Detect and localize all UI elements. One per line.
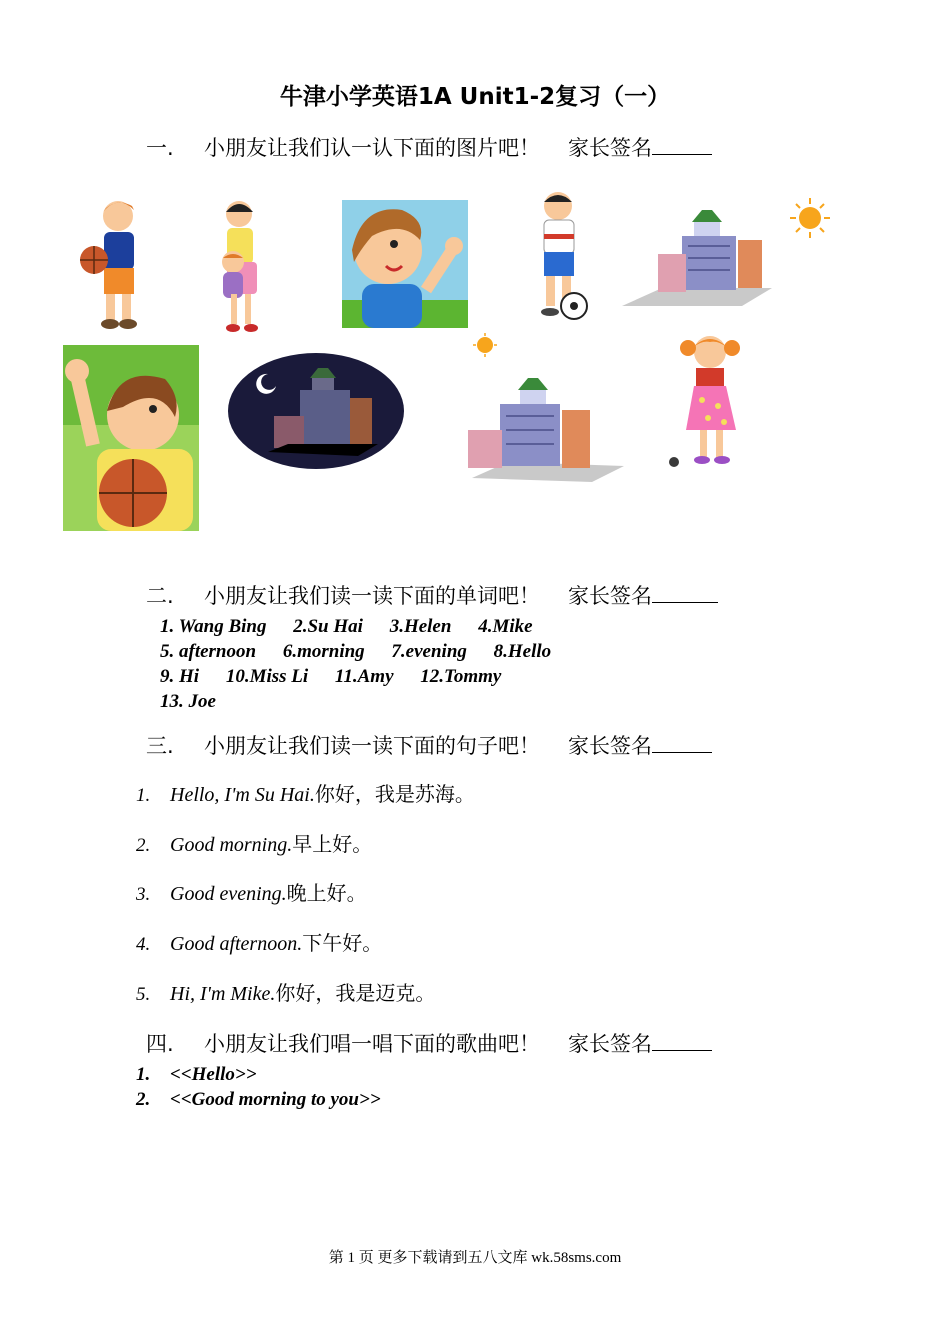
building-night-picture xyxy=(228,352,404,470)
girl-yoyo-picture xyxy=(664,326,754,474)
song-item xyxy=(136,1064,257,1086)
sentence-item xyxy=(136,877,367,906)
section-4-heading xyxy=(146,1028,712,1058)
word-item: 12.Tommy xyxy=(420,666,502,687)
signature-blank[interactable] xyxy=(652,732,712,753)
section-3-heading xyxy=(146,730,712,760)
section-number: 二. xyxy=(146,584,174,608)
sentence-chinese: 你好，我是苏海。 xyxy=(314,782,475,806)
word-item: 3.Helen xyxy=(389,616,452,637)
sentence-english: Hi, I'm Mike. xyxy=(170,983,276,1005)
parent-signature-label: 家长签名 xyxy=(568,136,652,160)
section-instruction: 小朋友让我们唱一唱下面的歌曲吧！ xyxy=(204,1032,540,1056)
boy-waving-basketball-picture xyxy=(63,345,199,531)
sentence-english: Good afternoon. xyxy=(170,933,303,955)
song-number: 2. xyxy=(136,1089,151,1110)
word-row xyxy=(160,689,573,714)
parent-signature-label: 家长签名 xyxy=(568,734,652,758)
word-item: 13. Joe xyxy=(160,691,216,712)
song-item xyxy=(136,1089,381,1111)
word-item: 5. afternoon xyxy=(160,641,257,662)
word-item: 9. Hi xyxy=(160,666,200,687)
sentence-item xyxy=(136,778,475,807)
section-2-heading xyxy=(146,580,718,610)
signature-blank[interactable] xyxy=(652,134,712,155)
section-instruction: 小朋友让我们读一读下面的单词吧！ xyxy=(204,584,540,608)
page-title: 牛津小学英语1A Unit1-2复习（一） xyxy=(279,84,671,110)
sentence-number: 2. xyxy=(136,835,151,856)
building-afternoon-picture xyxy=(468,370,624,482)
sun-icon xyxy=(788,196,832,240)
parent-signature-label: 家长签名 xyxy=(568,1032,652,1056)
word-row xyxy=(160,664,573,689)
word-item: 10.Miss Li xyxy=(225,666,309,687)
sentence-item xyxy=(136,977,435,1006)
word-item: 2.Su Hai xyxy=(293,616,363,637)
song-title: <<Good morning to you>> xyxy=(170,1089,381,1110)
sentence-chinese: 晚上好。 xyxy=(286,881,367,905)
boy-football-picture xyxy=(530,188,594,324)
song-number: 1. xyxy=(136,1064,151,1085)
sentence-number: 3. xyxy=(136,884,151,905)
word-item: 1. Wang Bing xyxy=(160,616,267,637)
word-item: 8.Hello xyxy=(493,641,552,662)
parent-signature-label: 家长签名 xyxy=(568,584,652,608)
section-number: 四. xyxy=(146,1032,174,1056)
word-item: 7.evening xyxy=(391,641,467,662)
sentence-number: 5. xyxy=(136,984,151,1005)
sentence-item xyxy=(136,927,382,956)
sentence-english: Hello, I'm Su Hai. xyxy=(170,784,315,806)
sentence-english: Good morning. xyxy=(170,834,293,856)
section-number: 一. xyxy=(146,136,174,160)
section-1-heading xyxy=(146,132,712,162)
sentence-chinese: 早上好。 xyxy=(292,832,373,856)
word-row xyxy=(160,614,573,639)
sentence-chinese: 你好，我是迈克。 xyxy=(275,981,436,1005)
word-item: 6.morning xyxy=(282,641,365,662)
mother-daughter-picture xyxy=(205,196,275,338)
section-instruction: 小朋友让我们认一认下面的图片吧！ xyxy=(204,136,540,160)
sentence-item xyxy=(136,828,372,857)
sentence-english: Good evening. xyxy=(170,883,287,905)
word-row xyxy=(160,639,573,664)
word-item: 4.Mike xyxy=(478,616,533,637)
sentence-chinese: 下午好。 xyxy=(302,931,383,955)
building-day-picture xyxy=(622,196,772,308)
sentence-number: 1. xyxy=(136,785,151,806)
song-title: <<Hello>> xyxy=(170,1064,257,1085)
page-footer: 第 1 页 更多下载请到五八文库 wk.58sms.com xyxy=(328,1250,622,1266)
small-sun-icon xyxy=(472,332,498,358)
section-number: 三. xyxy=(146,734,174,758)
boy-basketball-picture xyxy=(74,194,154,334)
signature-blank[interactable] xyxy=(652,1030,712,1051)
word-item: 11.Amy xyxy=(334,666,394,687)
waving-girl-picture xyxy=(342,200,468,328)
section-instruction: 小朋友让我们读一读下面的句子吧！ xyxy=(204,734,540,758)
word-list xyxy=(160,614,573,714)
sentence-number: 4. xyxy=(136,934,151,955)
signature-blank[interactable] xyxy=(652,582,718,603)
